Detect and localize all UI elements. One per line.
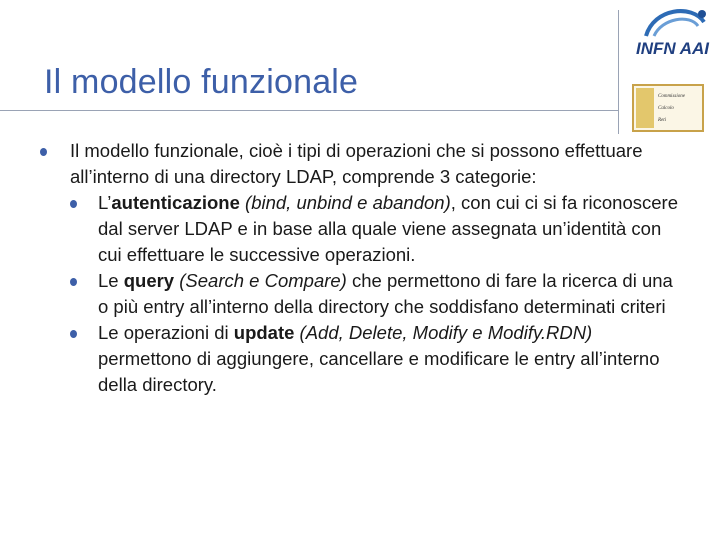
ccr-line-1: Commissione bbox=[658, 94, 685, 99]
slide-title: Il modello funzionale bbox=[44, 63, 359, 101]
item-italic: (bind, unbind e abandon) bbox=[239, 192, 451, 213]
intro-bullet bbox=[40, 138, 680, 190]
ccr-logo bbox=[632, 84, 704, 132]
ccr-line-3: Reti bbox=[658, 118, 667, 123]
item-bold: update bbox=[233, 322, 295, 343]
bullet-icon bbox=[40, 148, 47, 156]
item-pre: Le bbox=[98, 270, 124, 291]
ccr-logo-mark-icon bbox=[636, 88, 654, 128]
item-pre: L’ bbox=[98, 192, 112, 213]
ccr-line-2: Calcolo bbox=[658, 106, 674, 111]
logo-top-text: INFN AAI bbox=[636, 39, 710, 58]
item-italic: (Search e Compare) bbox=[174, 270, 347, 291]
intro-text: Il modello funzionale, cioè i tipi di operazioni che si possono effettuare all’interno di una directory LDAP, comprende 3 categorie: bbox=[70, 140, 643, 187]
item-rest: permettono di aggiungere, cancellare e modificare le entry all’interno della directory. bbox=[98, 348, 660, 395]
logo-divider bbox=[618, 10, 619, 134]
bullet-icon bbox=[70, 278, 77, 286]
bullet-icon bbox=[70, 330, 77, 338]
infn-aai-logo-icon bbox=[632, 6, 712, 62]
sub-bullet-update bbox=[70, 320, 680, 398]
bullet-icon bbox=[70, 200, 77, 208]
slide-content bbox=[40, 138, 680, 398]
item-rest: che permettono di fare la ricerca di una o più entry all’interno della directory che soddisfano determinati criteri bbox=[98, 270, 673, 317]
item-bold: autenticazione bbox=[111, 192, 240, 213]
item-italic: (Add, Delete, Modify e Modify.RDN) bbox=[294, 322, 593, 343]
sub-bullet-query bbox=[70, 268, 680, 320]
title-divider bbox=[0, 110, 618, 111]
item-pre: Le operazioni di bbox=[98, 322, 234, 343]
sub-bullet-authentication bbox=[70, 190, 680, 268]
item-rest: , con cui ci si fa riconoscere dal server LDAP e in base alla quale viene assegnata un’identità con cui effettuare le successive operazioni. bbox=[98, 192, 678, 265]
item-bold: query bbox=[123, 270, 175, 291]
